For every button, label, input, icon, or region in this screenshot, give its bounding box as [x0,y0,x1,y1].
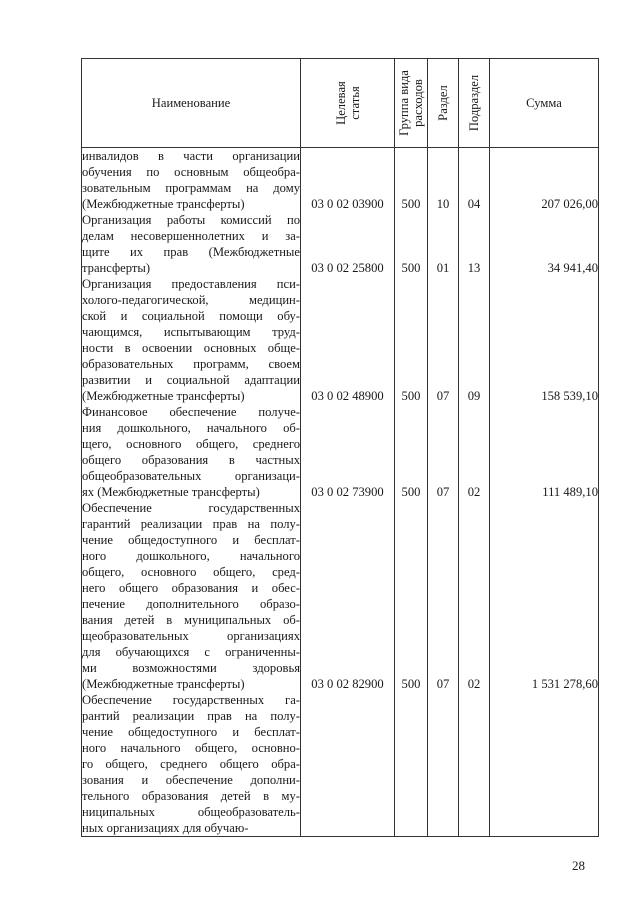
header-subsection [459,59,490,148]
row-name-line: Организация работы комиссий по [82,213,300,227]
row-name-line: щеобразовательных организациях [82,629,300,643]
row-name [82,212,301,276]
row-name-line: зовательным программам на дому [82,181,300,195]
row-name-line: ных организациях для обучаю- [82,821,249,835]
row-sum: 207 026,00 [490,148,599,213]
row-name-line: ности в освоении основных обще- [82,341,300,355]
row-group: 500 [395,500,428,692]
row-target-code: 03 0 02 25800 [301,212,395,276]
row-target-code: 03 0 02 73900 [301,404,395,500]
header-name: Наименование [82,59,301,148]
row-name-line: трансферты) [82,261,151,275]
row-name [82,692,301,837]
row-name-line: чающимся, испытывающим труд- [82,325,300,339]
row-target-code: 03 0 02 82900 [301,500,395,692]
row-target-code: 03 0 02 03900 [301,148,395,213]
row-name-line: (Межбюджетные трансферты) [82,677,245,691]
row-target-code [301,692,395,837]
row-subsection: 13 [459,212,490,276]
row-name-line: ного начального общего, основно- [82,741,300,755]
table-row [82,404,599,500]
table-row [82,692,599,837]
header-group-text: Группа вида расходов [397,70,425,136]
row-sum [490,692,599,837]
row-name-line: ях (Межбюджетные трансферты) [82,485,260,499]
page-number: 28 [572,858,585,873]
row-name-line: ния дошкольного, начального об- [82,421,300,435]
row-group: 500 [395,276,428,404]
row-name-line: ми возможностями здоровья [82,661,300,675]
row-group: 500 [395,404,428,500]
row-name-line: Обеспечение государственных [82,501,300,515]
row-name-line: щего, основного общего, среднего [82,437,300,451]
row-subsection: 09 [459,276,490,404]
row-name-line: развитии и социальной адаптации [82,373,300,387]
row-name-line: (Межбюджетные трансферты) [82,389,245,403]
header-section [428,59,459,148]
row-name-line: общеобразовательных организаци- [82,469,300,483]
row-name-line: вания детей в муниципальных об- [82,613,300,627]
row-name-line: печение дополнительного образо- [82,597,300,611]
row-name-line: обучения по основным общеобра- [82,165,300,179]
table-row [82,148,599,213]
row-name-line: общего, основного общего, сред- [82,565,300,579]
header-target-text: Целевая статья [333,81,362,125]
row-name [82,500,301,692]
row-name [82,148,301,213]
row-name [82,276,301,404]
row-section: 07 [428,404,459,500]
row-section: 10 [428,148,459,213]
header-target [301,59,395,148]
row-name-line: ниципальных общеобразователь- [82,805,300,819]
row-name-line: ного дошкольного, начального [82,549,300,563]
row-subsection [459,692,490,837]
header-group [395,59,428,148]
row-name-line: тельного образования детей в му- [82,789,300,803]
row-name-line: го общего, среднего общего обра- [82,757,300,771]
row-group: 500 [395,148,428,213]
row-name-line: инвалидов в части организации [82,149,300,163]
row-name-line: общего образования в частных [82,453,300,467]
row-section: 07 [428,500,459,692]
budget-table [81,58,599,837]
row-name-line: чение общедоступного и бесплат- [82,725,300,739]
row-section: 07 [428,276,459,404]
row-section [428,692,459,837]
row-name-line: Финансовое обеспечение получе- [82,405,300,419]
row-sum: 1 531 278,60 [490,500,599,692]
row-target-code: 03 0 02 48900 [301,276,395,404]
row-name-line: для обучающихся с ограниченны- [82,645,300,659]
table-row [82,276,599,404]
row-group: 500 [395,212,428,276]
table-row [82,500,599,692]
row-name-line: него общего образования и обес- [82,581,300,595]
row-name-line: (Межбюджетные трансферты) [82,197,245,211]
row-sum: 34 941,40 [490,212,599,276]
row-name-line: ской и социальной помощи обу- [82,309,300,323]
row-subsection: 02 [459,500,490,692]
row-subsection: 02 [459,404,490,500]
row-name-line: чение общедоступного и бесплат- [82,533,300,547]
row-name-line: холого-педагогической, медицин- [82,293,300,307]
row-name-line: Обеспечение государственных га- [82,693,300,707]
header-section-text: Раздел [436,85,450,121]
row-section: 01 [428,212,459,276]
row-name-line: рантий реализации прав на полу- [82,709,300,723]
row-name-line: щите их прав (Межбюджетные [82,245,300,259]
row-group [395,692,428,837]
header-subsection-text: Подраздел [467,74,481,132]
header-sum: Сумма [490,59,599,148]
row-name-line: делам несовершеннолетних и за- [82,229,300,243]
row-name [82,404,301,500]
header-row [82,59,599,148]
row-name-line: образовательных программ, своем [82,357,300,371]
row-name-line: зования и обеспечение дополни- [82,773,300,787]
table-row [82,212,599,276]
row-name-line: гарантий реализации прав на полу- [82,517,300,531]
row-subsection: 04 [459,148,490,213]
row-name-line: Организация предоставления пси- [82,277,300,291]
row-sum: 158 539,10 [490,276,599,404]
row-sum: 111 489,10 [490,404,599,500]
